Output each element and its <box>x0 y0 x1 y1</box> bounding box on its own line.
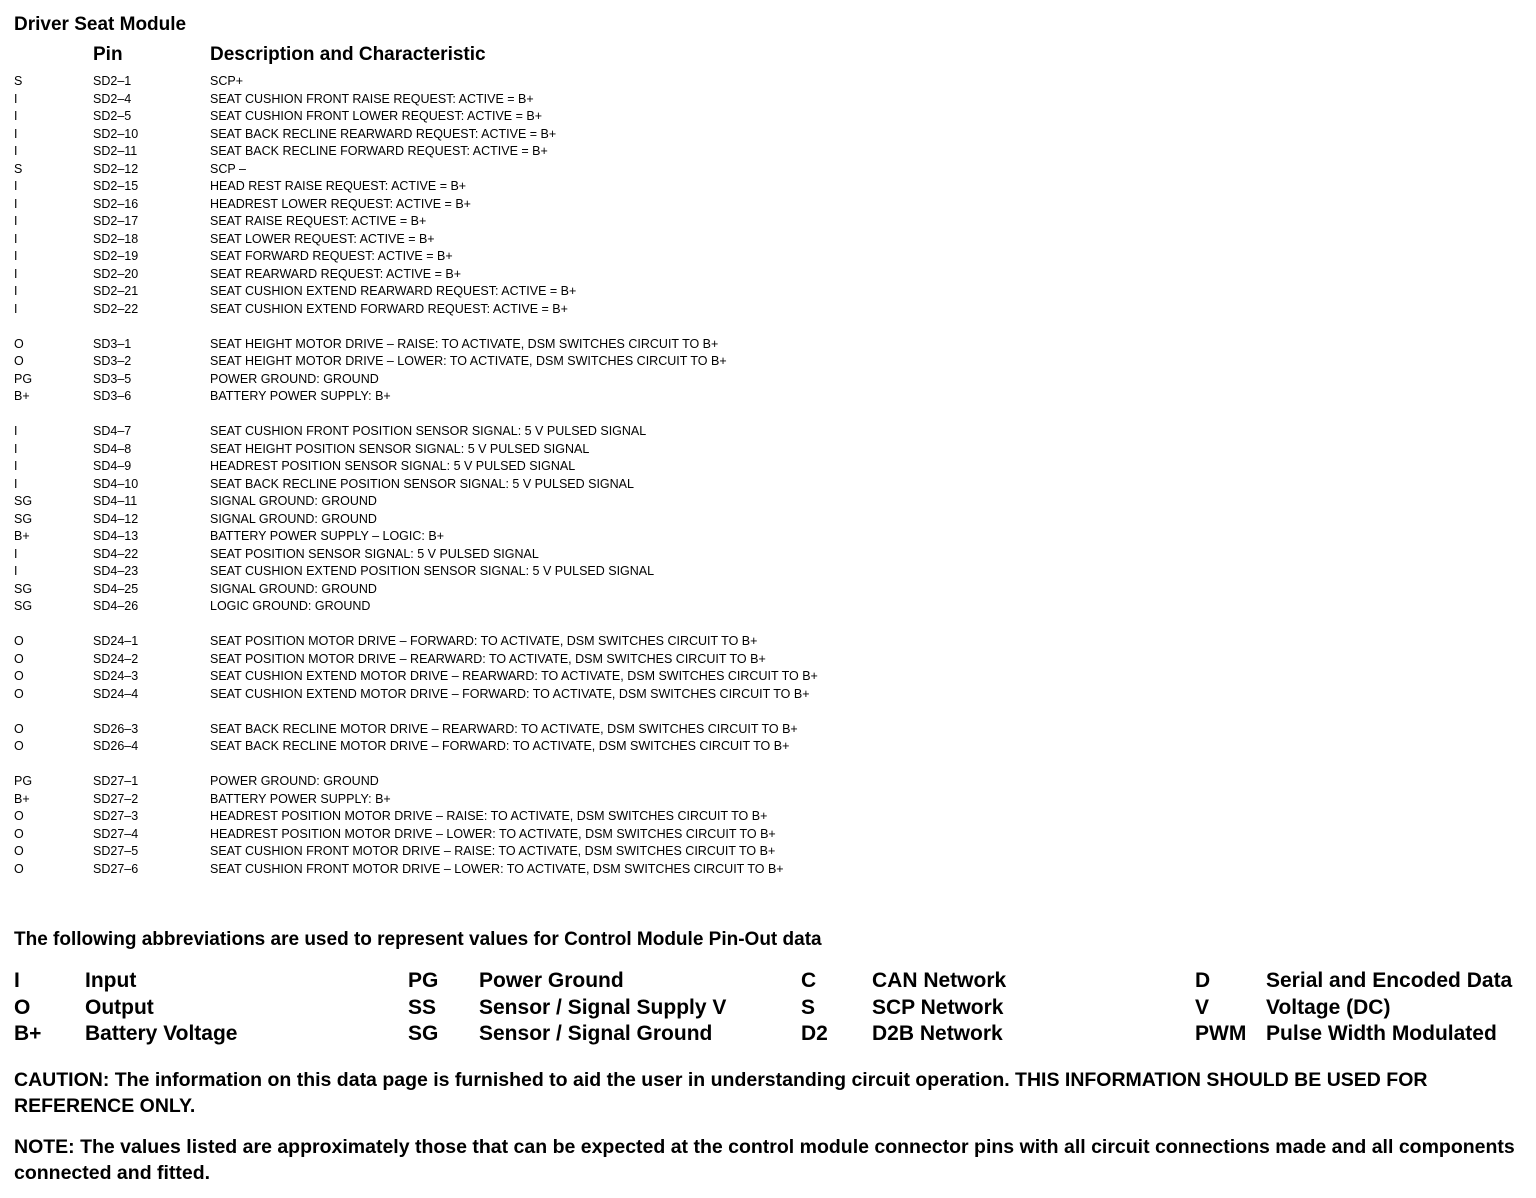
pin-type: I <box>14 564 18 578</box>
pin-type: O <box>14 826 24 841</box>
pin-id: SD4–10 <box>93 476 139 491</box>
pin-type: PG <box>14 371 33 386</box>
pin-id: SD4–13 <box>93 529 139 543</box>
pin-id: SD2–4 <box>93 91 132 106</box>
pin-id: SD2–1 <box>93 74 132 88</box>
pin-type: I <box>14 546 18 561</box>
pin-id: SD27–4 <box>93 826 139 841</box>
abbreviation-code: PWM <box>1195 1022 1247 1045</box>
pin-description: SEAT BACK RECLINE POSITION SENSOR SIGNAL: 5 V PULSED SIGNAL <box>210 476 634 491</box>
pin-description: SEAT BACK RECLINE REARWARD REQUEST: ACTIVE = B+ <box>210 126 557 141</box>
pin-type: O <box>14 669 24 683</box>
pin-id: SD27–2 <box>93 791 139 806</box>
pin-row <box>14 266 1014 284</box>
pin-id: SD2–16 <box>93 196 139 211</box>
abbreviation-code: I <box>14 969 20 992</box>
pin-id: SD27–6 <box>93 861 139 876</box>
pin-type: I <box>14 424 18 438</box>
note-text: NOTE: The values listed are approximately those that can be expected at the control module connector pins with all circuit connections made and all components connected and fitted. <box>14 1136 1515 1184</box>
abbreviation-code: C <box>801 969 817 992</box>
pin-row <box>14 528 1014 546</box>
pin-type: I <box>14 459 18 473</box>
pin-id: SD26–3 <box>93 721 139 736</box>
pin-description: SEAT REARWARD REQUEST: ACTIVE = B+ <box>210 266 461 281</box>
pin-row <box>14 493 1014 511</box>
pin-description: SEAT HEIGHT POSITION SENSOR SIGNAL: 5 V PULSED SIGNAL <box>210 441 590 456</box>
pin-description: HEAD REST RAISE REQUEST: ACTIVE = B+ <box>210 179 467 193</box>
pin-id: SD4–9 <box>93 459 132 473</box>
pin-description: SEAT POSITION SENSOR SIGNAL: 5 V PULSED SIGNAL <box>210 546 539 561</box>
pin-id: SD2–12 <box>93 161 139 176</box>
row-spacer <box>14 318 1014 336</box>
pin-row <box>14 511 1014 529</box>
pin-description: SEAT FORWARD REQUEST: ACTIVE = B+ <box>210 249 453 263</box>
pin-description: SEAT BACK RECLINE MOTOR DRIVE – FORWARD: TO ACTIVATE, DSM SWITCHES CIRCUIT TO B+ <box>210 739 790 753</box>
pin-id: SD2–17 <box>93 214 139 228</box>
pin-type: I <box>14 266 18 281</box>
pin-description: HEADREST POSITION SENSOR SIGNAL: 5 V PULSED SIGNAL <box>210 459 576 473</box>
pin-id: SD24–4 <box>93 686 139 701</box>
pin-type: O <box>14 861 24 876</box>
pin-description: SEAT LOWER REQUEST: ACTIVE = B+ <box>210 231 435 246</box>
pin-row <box>14 91 1014 109</box>
pin-id: SD4–8 <box>93 441 132 456</box>
pin-row <box>14 633 1014 651</box>
pin-description: SEAT CUSHION EXTEND REARWARD REQUEST: ACTIVE = B+ <box>210 284 577 298</box>
row-spacer <box>14 406 1014 424</box>
pin-id: SD3–1 <box>93 336 132 351</box>
pin-type: O <box>14 336 24 351</box>
pin-description: SEAT POSITION MOTOR DRIVE – FORWARD: TO ACTIVATE, DSM SWITCHES CIRCUIT TO B+ <box>210 634 758 648</box>
pin-id: SD4–7 <box>93 424 132 438</box>
pin-description: HEADREST LOWER REQUEST: ACTIVE = B+ <box>210 196 471 211</box>
pin-type: I <box>14 231 18 246</box>
pin-description: LOGIC GROUND: GROUND <box>210 599 371 613</box>
abbreviation-code: O <box>14 995 31 1019</box>
abbreviations-legend <box>14 968 1524 1048</box>
pin-row <box>14 248 1014 266</box>
pin-row <box>14 546 1014 564</box>
row-spacer <box>14 756 1014 774</box>
pin-id: SD2–15 <box>93 179 139 193</box>
pin-row <box>14 441 1014 459</box>
pin-id: SD27–3 <box>93 809 139 823</box>
pin-type: B+ <box>14 529 30 543</box>
abbreviation-meaning: Power Ground <box>479 969 624 992</box>
pin-type: S <box>14 74 23 88</box>
page-title: Driver Seat Module <box>14 14 187 35</box>
abbreviation-code: PG <box>408 969 439 992</box>
pin-type: SG <box>14 599 33 613</box>
abbreviation-meaning: Serial and Encoded Data <box>1266 969 1513 992</box>
pin-description: SIGNAL GROUND: GROUND <box>210 581 377 596</box>
pin-row <box>14 371 1014 389</box>
pin-description: SEAT CUSHION FRONT POSITION SENSOR SIGNAL: 5 V PULSED SIGNAL <box>210 424 647 438</box>
pin-row <box>14 178 1014 196</box>
pin-row <box>14 458 1014 476</box>
abbreviation-code: V <box>1195 995 1210 1019</box>
pin-type: I <box>14 441 18 456</box>
pin-id: SD24–2 <box>93 651 139 666</box>
pin-id: SD27–5 <box>93 844 139 858</box>
pin-id: SD2–20 <box>93 266 139 281</box>
abbreviation-meaning: Output <box>85 995 154 1019</box>
pin-row <box>14 563 1014 581</box>
pin-description: SEAT RAISE REQUEST: ACTIVE = B+ <box>210 214 427 228</box>
pin-row <box>14 476 1014 494</box>
pin-description: SEAT CUSHION FRONT RAISE REQUEST: ACTIVE = B+ <box>210 91 534 106</box>
pin-description: BATTERY POWER SUPPLY: B+ <box>210 791 391 806</box>
pin-description: SEAT CUSHION FRONT MOTOR DRIVE – LOWER: TO ACTIVATE, DSM SWITCHES CIRCUIT TO B+ <box>210 861 784 876</box>
abbreviation-meaning: SCP Network <box>872 995 1004 1019</box>
pin-description: SIGNAL GROUND: GROUND <box>210 511 377 526</box>
pin-row <box>14 143 1014 161</box>
pin-type: I <box>14 126 18 141</box>
abbreviation-code: SS <box>408 995 437 1019</box>
pin-row <box>14 721 1014 739</box>
pin-type: I <box>14 196 18 211</box>
pin-description: SEAT CUSHION EXTEND FORWARD REQUEST: ACTIVE = B+ <box>210 301 568 316</box>
abbreviation-meaning: Battery Voltage <box>85 1022 238 1045</box>
abbreviation-code: S <box>801 995 816 1019</box>
pin-row <box>14 826 1014 844</box>
pin-description: SEAT CUSHION FRONT MOTOR DRIVE – RAISE: TO ACTIVATE, DSM SWITCHES CIRCUIT TO B+ <box>210 844 776 858</box>
pin-table <box>14 73 1014 878</box>
pin-row <box>14 738 1014 756</box>
pin-row <box>14 581 1014 599</box>
pin-row <box>14 301 1014 319</box>
pin-description: BATTERY POWER SUPPLY: B+ <box>210 389 391 403</box>
pin-id: SD3–5 <box>93 371 132 386</box>
abbreviations-intro: The following abbreviations are used to represent values for Control Module Pin-Out data <box>14 929 822 950</box>
pin-id: SD4–11 <box>93 494 138 508</box>
pin-id: SD2–22 <box>93 301 139 316</box>
pin-type: B+ <box>14 791 30 806</box>
pin-type: B+ <box>14 389 30 403</box>
pin-description: HEADREST POSITION MOTOR DRIVE – RAISE: TO ACTIVATE, DSM SWITCHES CIRCUIT TO B+ <box>210 809 768 823</box>
abbreviation-meaning: Voltage (DC) <box>1266 995 1391 1019</box>
pin-description: POWER GROUND: GROUND <box>210 774 379 788</box>
pin-row <box>14 231 1014 249</box>
pin-id: SD4–12 <box>93 511 139 526</box>
pin-row <box>14 861 1014 879</box>
pin-row <box>14 388 1014 406</box>
abbreviation-meaning: Input <box>85 969 137 992</box>
pin-id: SD2–5 <box>93 109 132 123</box>
pin-description: SEAT HEIGHT MOTOR DRIVE – LOWER: TO ACTIVATE, DSM SWITCHES CIRCUIT TO B+ <box>210 354 727 368</box>
pin-column-header: Pin <box>93 44 123 65</box>
pin-type: O <box>14 651 24 666</box>
abbreviation-code: D2 <box>801 1022 828 1045</box>
pin-id: SD2–11 <box>93 144 138 158</box>
pin-id: SD4–25 <box>93 581 139 596</box>
pin-type: O <box>14 809 24 823</box>
pin-type: I <box>14 179 18 193</box>
pin-description: SEAT CUSHION FRONT LOWER REQUEST: ACTIVE = B+ <box>210 109 543 123</box>
pin-type: I <box>14 91 18 106</box>
abbreviation-code: B+ <box>14 1022 42 1045</box>
pin-description: BATTERY POWER SUPPLY – LOGIC: B+ <box>210 529 444 543</box>
pin-row <box>14 108 1014 126</box>
pin-row <box>14 196 1014 214</box>
pin-id: SD3–6 <box>93 389 132 403</box>
pin-row <box>14 651 1014 669</box>
pin-row <box>14 73 1014 91</box>
pin-row <box>14 336 1014 354</box>
pin-type: I <box>14 249 18 263</box>
caution-text: CAUTION: The information on this data page is furnished to aid the user in understanding circuit operation. THIS INFORMATION SHOULD BE USED FOR REFERENCE ONLY. <box>14 1069 1428 1117</box>
pin-description: SEAT CUSHION EXTEND POSITION SENSOR SIGNAL: 5 V PULSED SIGNAL <box>210 564 655 578</box>
pin-type: O <box>14 686 24 701</box>
pin-description: SEAT CUSHION EXTEND MOTOR DRIVE – REARWARD: TO ACTIVATE, DSM SWITCHES CIRCUIT TO B+ <box>210 669 818 683</box>
pin-row <box>14 423 1014 441</box>
pin-id: SD24–3 <box>93 669 139 683</box>
pin-type: O <box>14 721 24 736</box>
pin-row <box>14 598 1014 616</box>
pin-type: I <box>14 144 18 158</box>
pin-type: I <box>14 214 18 228</box>
pin-row <box>14 283 1014 301</box>
abbreviation-code: SG <box>408 1022 439 1045</box>
pin-id: SD2–19 <box>93 249 139 263</box>
pin-type: SG <box>14 511 33 526</box>
pin-row <box>14 791 1014 809</box>
pin-type: I <box>14 284 18 298</box>
pin-row <box>14 353 1014 371</box>
pin-row <box>14 686 1014 704</box>
pin-row <box>14 808 1014 826</box>
pin-type: O <box>14 739 24 753</box>
pin-id: SD4–26 <box>93 599 139 613</box>
abbreviation-code: D <box>1195 969 1211 992</box>
pin-type: O <box>14 634 24 648</box>
pin-description: POWER GROUND: GROUND <box>210 371 379 386</box>
pin-description: SEAT CUSHION EXTEND MOTOR DRIVE – FORWARD: TO ACTIVATE, DSM SWITCHES CIRCUIT TO B+ <box>210 686 810 701</box>
pin-id: SD27–1 <box>93 774 139 788</box>
abbreviation-meaning: Sensor / Signal Ground <box>479 1022 713 1045</box>
pin-row <box>14 668 1014 686</box>
pin-row <box>14 161 1014 179</box>
pin-type: SG <box>14 581 33 596</box>
pin-description: SEAT HEIGHT MOTOR DRIVE – RAISE: TO ACTIVATE, DSM SWITCHES CIRCUIT TO B+ <box>210 336 719 351</box>
pin-type: PG <box>14 774 33 788</box>
pin-description: HEADREST POSITION MOTOR DRIVE – LOWER: TO ACTIVATE, DSM SWITCHES CIRCUIT TO B+ <box>210 826 776 841</box>
pin-type: I <box>14 109 18 123</box>
pin-description: SCP – <box>210 161 246 176</box>
pin-description: SEAT BACK RECLINE FORWARD REQUEST: ACTIVE = B+ <box>210 144 548 158</box>
pin-type: O <box>14 844 24 858</box>
pin-id: SD24–1 <box>93 634 139 648</box>
pin-id: SD26–4 <box>93 739 139 753</box>
pin-row <box>14 773 1014 791</box>
pin-type: O <box>14 354 24 368</box>
abbreviation-meaning: CAN Network <box>872 969 1007 992</box>
abbreviation-meaning: D2B Network <box>872 1022 1003 1045</box>
abbreviation-meaning: Sensor / Signal Supply V <box>479 995 727 1019</box>
pin-id: SD3–2 <box>93 354 132 368</box>
pin-row <box>14 126 1014 144</box>
pin-id: SD4–22 <box>93 546 139 561</box>
pin-description: SCP+ <box>210 74 244 88</box>
pin-id: SD4–23 <box>93 564 139 578</box>
pin-row <box>14 843 1014 861</box>
pin-type: S <box>14 161 23 176</box>
pin-id: SD2–10 <box>93 126 139 141</box>
pin-type: SG <box>14 494 33 508</box>
pin-row <box>14 213 1014 231</box>
pin-description: SIGNAL GROUND: GROUND <box>210 494 377 508</box>
pin-description: SEAT POSITION MOTOR DRIVE – REARWARD: TO ACTIVATE, DSM SWITCHES CIRCUIT TO B+ <box>210 651 766 666</box>
row-spacer <box>14 616 1014 634</box>
pin-description: SEAT BACK RECLINE MOTOR DRIVE – REARWARD: TO ACTIVATE, DSM SWITCHES CIRCUIT TO B+ <box>210 721 798 736</box>
row-spacer <box>14 703 1014 721</box>
pin-type: I <box>14 476 18 491</box>
pin-id: SD2–21 <box>93 284 139 298</box>
abbreviation-meaning: Pulse Width Modulated <box>1266 1022 1497 1045</box>
pin-id: SD2–18 <box>93 231 139 246</box>
pin-type: I <box>14 301 18 316</box>
description-column-header: Description and Characteristic <box>210 44 486 65</box>
